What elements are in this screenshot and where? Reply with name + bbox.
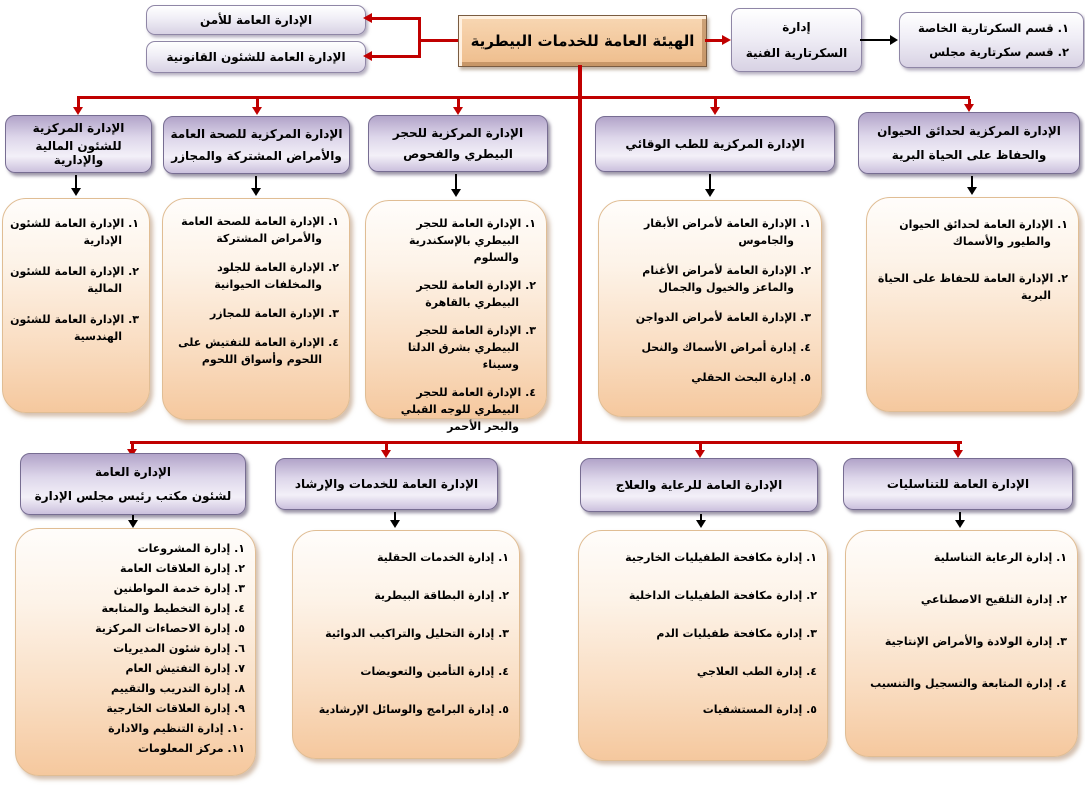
header-line: الإدارة المركزية bbox=[32, 121, 125, 136]
drop-arrow-row1-4 bbox=[710, 107, 720, 115]
division-header-public-health bbox=[163, 116, 350, 174]
connector-trunk bbox=[578, 65, 582, 444]
header-line: الإدارة العامة bbox=[94, 465, 172, 480]
unit-item: ٢. الإدارة العامة للحفاظ على الحياة البرية bbox=[877, 272, 1068, 303]
unit-item: ٦. إدارة شئون المديريات bbox=[113, 642, 245, 656]
unit-item: ١. الإدارة العامة لحدائق الحيوان والطيور والأسماك bbox=[899, 218, 1068, 249]
connector-h3-c3 bbox=[455, 174, 457, 190]
unit-item: ٤. إدارة الطب العلاجي bbox=[696, 665, 817, 679]
unit-item: ١١. مركز المعلومات bbox=[137, 742, 245, 756]
division-units-quarantine bbox=[365, 200, 547, 434]
arrowhead-secretariat bbox=[722, 35, 731, 45]
unit-item: ٢. إدارة التلقيح الاصطناعي bbox=[920, 593, 1067, 607]
unit-item: ٤. إدارة أمراض الأسماك والنحل bbox=[641, 341, 811, 355]
connector-left-bracket bbox=[418, 17, 421, 58]
arrowhead-c7 bbox=[390, 520, 400, 528]
unit-item: ٢. الإدارة العامة للجلود والمخلفات الحيوانية bbox=[214, 261, 339, 292]
division-header-reproduction bbox=[843, 458, 1073, 510]
drop-arrow-row1-2 bbox=[252, 107, 262, 115]
unit-item: ٣. الإدارة العامة لأمراض الدواجن bbox=[635, 311, 811, 325]
header-line: الإدارة المركزية للصحة العامة bbox=[170, 127, 343, 141]
unit-item: ١. الإدارة العامة للشئون الإدارية bbox=[10, 217, 139, 248]
drop-arrow-row1-3 bbox=[453, 107, 463, 115]
division-header-finance-admin bbox=[5, 115, 152, 173]
legal-box bbox=[146, 41, 366, 73]
unit-item: ٢. الإدارة العامة للحجر البيطري بالقاهرة bbox=[416, 279, 536, 310]
arrowhead-c2 bbox=[251, 188, 261, 196]
division-header-care-treatment bbox=[580, 458, 818, 512]
secretariat-sections-list bbox=[900, 10, 1083, 70]
root-title: الهيئة العامة للخدمات البيطرية bbox=[470, 32, 695, 50]
unit-item: ٨. إدارة التدريب والتقييم bbox=[110, 682, 245, 696]
division-units-finance-admin bbox=[2, 198, 150, 413]
drop-arrow-row2-4 bbox=[953, 450, 963, 458]
division-units-services-extension bbox=[292, 530, 520, 759]
unit-item: ٢. الإدارة العامة للشئون المالية bbox=[10, 265, 139, 296]
unit-item: ٣. الإدارة العامة للمجازر bbox=[209, 307, 339, 321]
division-header-zoos-wildlife bbox=[858, 112, 1080, 174]
unit-list bbox=[16, 529, 255, 765]
header-line: لشئون مكتب رئيس مجلس الإدارة bbox=[34, 488, 232, 503]
arrowhead-sections bbox=[890, 35, 898, 45]
connector-bus-row1 bbox=[77, 96, 970, 99]
division-units-public-health bbox=[162, 198, 350, 420]
unit-item: ٥. إدارة البرامج والوسائل الإرشادية bbox=[318, 703, 509, 717]
arrowhead-c5 bbox=[967, 187, 977, 195]
header-line: والأمراض المشتركة والمجازر bbox=[171, 149, 342, 163]
unit-item: ٤. إدارة التأمين والتعويضات bbox=[360, 665, 509, 679]
unit-item: ٢. إدارة العلاقات العامة bbox=[120, 562, 245, 576]
security-label: الإدارة العامة للأمن bbox=[199, 13, 313, 27]
secretariat-sections-box bbox=[899, 12, 1084, 68]
unit-item: ٣. إدارة التحليل والتراكيب الدوائية bbox=[325, 627, 509, 641]
unit-item: ٣. إدارة الولادة والأمراض الإنتاجية bbox=[884, 635, 1067, 649]
unit-item: ١. الإدارة العامة لأمراض الأبقار والجاموس bbox=[643, 217, 811, 248]
unit-item: ٩. إدارة العلاقات الخارجية bbox=[106, 702, 245, 716]
connector-to-legal bbox=[372, 55, 420, 58]
unit-item: ١. الإدارة العامة للصحة العامة والأمراض المشتركة bbox=[181, 215, 339, 246]
unit-list bbox=[599, 201, 821, 392]
unit-item: ٤. الإدارة العامة للحجر البيطري للوجه القبلي والبحر الأحمر bbox=[400, 386, 536, 434]
connector-bus-row2 bbox=[130, 441, 962, 444]
drop-arrow-row2-2 bbox=[381, 450, 391, 458]
division-units-chairman-office bbox=[15, 528, 256, 776]
unit-item: ١. إدارة الرعاية التناسلية bbox=[933, 551, 1067, 564]
division-header-preventive-medicine bbox=[595, 116, 835, 172]
arrowhead-c8 bbox=[696, 520, 706, 528]
legal-label: الإدارة العامة للشئون القانونية bbox=[166, 50, 346, 64]
division-units-preventive-medicine bbox=[598, 200, 822, 417]
root-box bbox=[458, 15, 707, 67]
secretariat-line1: إدارة bbox=[782, 20, 811, 35]
unit-item: ٢. الإدارة العامة لأمراض الأغنام والماعز والخيول والجمال bbox=[642, 264, 811, 295]
drop-arrow-row2-3 bbox=[695, 450, 705, 458]
header-line: البيطري والفحوص bbox=[403, 147, 513, 162]
drop-arrow-row1-5 bbox=[964, 104, 974, 112]
header-line: الإدارة العامة للخدمات والإرشاد bbox=[294, 477, 479, 491]
unit-item: ٣. إدارة مكافحة طفيليات الدم bbox=[656, 627, 817, 641]
unit-item: ١. إدارة المشروعات bbox=[137, 542, 245, 555]
unit-list bbox=[867, 198, 1078, 310]
arrowhead-c1 bbox=[71, 188, 81, 196]
division-header-services-extension bbox=[275, 458, 498, 510]
unit-item: ١. إدارة الخدمات الحقلية bbox=[377, 551, 509, 564]
unit-item: ٣. إدارة خدمة المواطنين bbox=[113, 582, 245, 596]
unit-item: ١. إدارة مكافحة الطفيليات الخارجية bbox=[625, 551, 817, 564]
division-header-quarantine bbox=[368, 115, 548, 172]
connector-root-left bbox=[418, 39, 458, 42]
unit-item: ٧. إدارة التفتيش العام bbox=[125, 662, 245, 676]
connector-h1-c1 bbox=[75, 175, 77, 189]
division-header-chairman-office bbox=[20, 453, 246, 515]
connector-secretariat-sections bbox=[860, 39, 891, 41]
unit-item: ٢. إدارة البطاقة البيطرية bbox=[374, 589, 509, 603]
header-line: الإدارة المركزية للحجر bbox=[392, 125, 524, 140]
arrowhead-c9 bbox=[955, 520, 965, 528]
header-line: والحفاظ على الحياة البرية bbox=[891, 147, 1047, 162]
unit-item: ٣. الإدارة العامة للشئون الهندسية bbox=[10, 313, 139, 344]
header-line: الإدارة المركزية لحدائق الحيوان bbox=[877, 124, 1061, 139]
header-line: الإدارة العامة للتناسليات bbox=[886, 477, 1030, 491]
arrowhead-c6 bbox=[128, 520, 138, 528]
header-line: للشئون المالية والإدارية bbox=[35, 138, 122, 167]
list-item: ٢. قسم سكرتارية مجلس bbox=[929, 45, 1069, 59]
arrowhead-c4 bbox=[705, 189, 715, 197]
secretariat-line2: السكرتارية الفنية bbox=[745, 45, 848, 60]
arrowhead-security bbox=[363, 13, 372, 23]
unit-list bbox=[3, 199, 149, 351]
list-item: ١. قسم السكرتارية الخاصة bbox=[918, 20, 1069, 35]
unit-list bbox=[366, 201, 546, 442]
unit-item: ٥. إدارة البحث الحقلي bbox=[691, 371, 811, 385]
security-box bbox=[146, 5, 366, 35]
drop-arrow-row1-1 bbox=[73, 107, 83, 115]
unit-list bbox=[579, 531, 827, 724]
unit-list bbox=[846, 531, 1077, 698]
unit-list bbox=[293, 531, 519, 724]
connector-to-security bbox=[372, 17, 420, 20]
unit-item: ٥. إدارة المستشفيات bbox=[702, 703, 817, 717]
division-units-zoos-wildlife bbox=[866, 197, 1079, 412]
arrowhead-legal bbox=[363, 51, 372, 61]
connector-h4-c4 bbox=[709, 174, 711, 190]
division-units-reproduction bbox=[845, 530, 1078, 757]
unit-item: ٤. الإدارة العامة للتفتيش على اللحوم وأسواق اللحوم bbox=[178, 336, 339, 367]
unit-item: ٤. إدارة المتابعة والتسجيل والتنسيب bbox=[870, 677, 1067, 691]
technical-secretariat-box bbox=[731, 8, 862, 72]
unit-item: ٤. إدارة التخطيط والمتابعة bbox=[101, 602, 245, 616]
unit-list bbox=[163, 199, 349, 374]
unit-item: ٣. الإدارة العامة للحجر البيطري بشرق الدلتا وسيناء bbox=[407, 324, 536, 372]
header-line: الإدارة العامة للرعاية والعلاج bbox=[615, 478, 783, 492]
unit-item: ١. الإدارة العامة للحجر البيطري بالإسكندرية والسلوم bbox=[409, 217, 536, 265]
unit-item: ١٠. إدارة التنظيم والادارة bbox=[108, 722, 245, 736]
header-line: الإدارة المركزية للطب الوقائي bbox=[625, 137, 805, 151]
unit-item: ٢. إدارة مكافحة الطفيليات الداخلية bbox=[628, 589, 817, 603]
arrowhead-c3 bbox=[451, 189, 461, 197]
division-units-care-treatment bbox=[578, 530, 828, 761]
unit-item: ٥. إدارة الاحصاءات المركزية bbox=[95, 622, 245, 636]
